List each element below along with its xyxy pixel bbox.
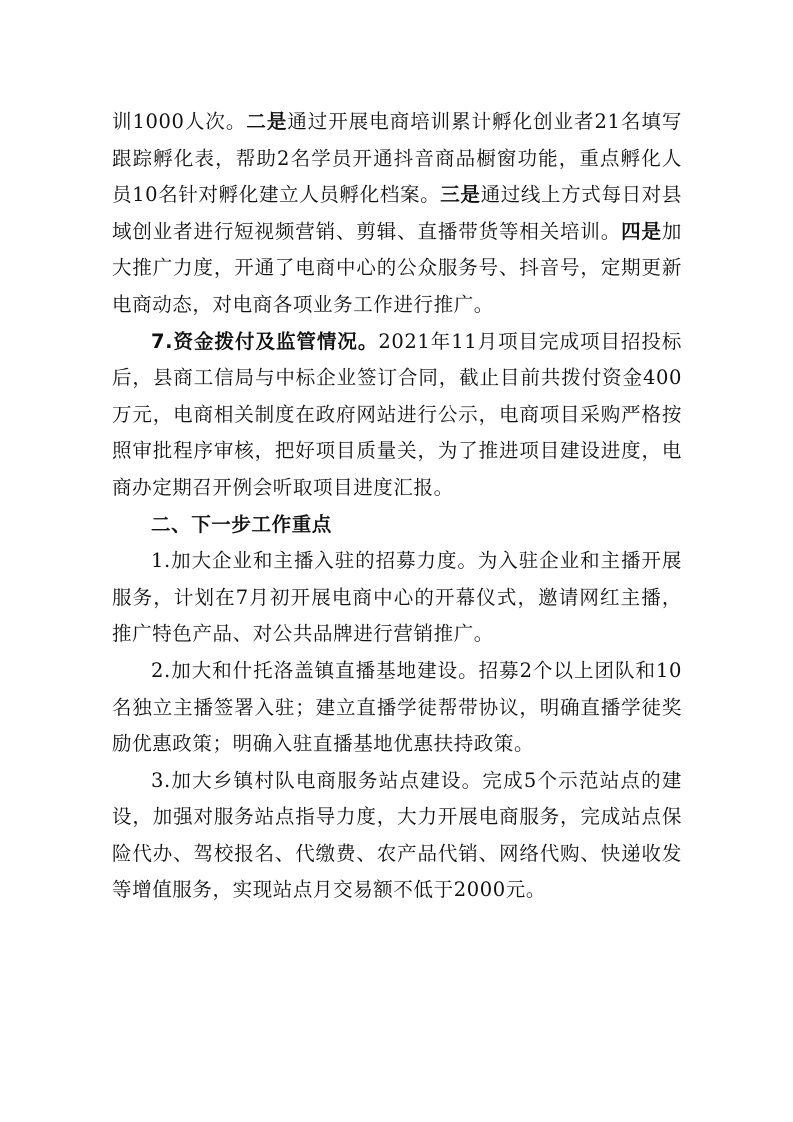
paragraph-training-results (112, 104, 682, 324)
paragraph-text: 加大推广力度，开通了电商中心的公众服务号、抖音号，定期更新电商动态，对电商各项业务工作进行推广。 (112, 219, 682, 316)
paragraph-text: 2021年11月项目完成项目招投标后，县商工信局与中标企业签订合同，截止目前共拨付资金400万元，电商相关制度在政府网站进行公示，电商项目采购严格按照审批程序审核，把好项目质量关，为了推进项目建设进度，电商办定期召开例会听取项目进度汇报。 (112, 329, 682, 499)
paragraph-text: 通过开展电商培训累计孵化创业者21名填写跟踪孵化表，帮助2名学员开通抖音商品橱窗功能，重点孵化人员10名针对孵化建立人员孵化档案。 (112, 110, 682, 207)
paragraph-funding (112, 324, 682, 507)
document-body (112, 104, 682, 909)
section-heading-next-steps: 二、下一步工作重点 (151, 512, 332, 536)
bold-marker-third: 三是 (440, 183, 481, 207)
paragraph-text: 训1000人次。 (112, 110, 247, 133)
paragraph-item-2: 2.加大和什托洛盖镇直播基地建设。招募2个以上团队和10名独立主播签署入驻；建立直播学徒帮带协议，明确直播学徒奖励优惠政策；明确入驻直播基地优惠扶持政策。 (112, 658, 682, 756)
paragraph-text: 通过线上方式每日对县域创业者进行短视频营销、剪辑、直播带货等相关培训。 (112, 183, 682, 243)
bold-marker-fourth: 四是 (621, 219, 662, 243)
bold-marker-second: 二是 (246, 110, 288, 133)
section-title-funding: 7.资金拨付及监管情况。 (151, 329, 379, 353)
paragraph-item-3: 3.加大乡镇村队电商服务站点建设。完成5个示范站点的建设，加强对服务站点指导力度，大力开展电商服务，完成站点保险代办、驾校报名、代缴费、农产品代销、网络代购、快递收发等增值服务，实现站点月交易额不低于2000元。 (112, 768, 682, 902)
paragraph-item-1: 1.加大企业和主播入驻的招募力度。为入驻企业和主播开展服务，计划在7月初开展电商中心的开幕仪式，邀请网红主播，推广特色产品、对公共品牌进行营销推广。 (112, 549, 682, 646)
